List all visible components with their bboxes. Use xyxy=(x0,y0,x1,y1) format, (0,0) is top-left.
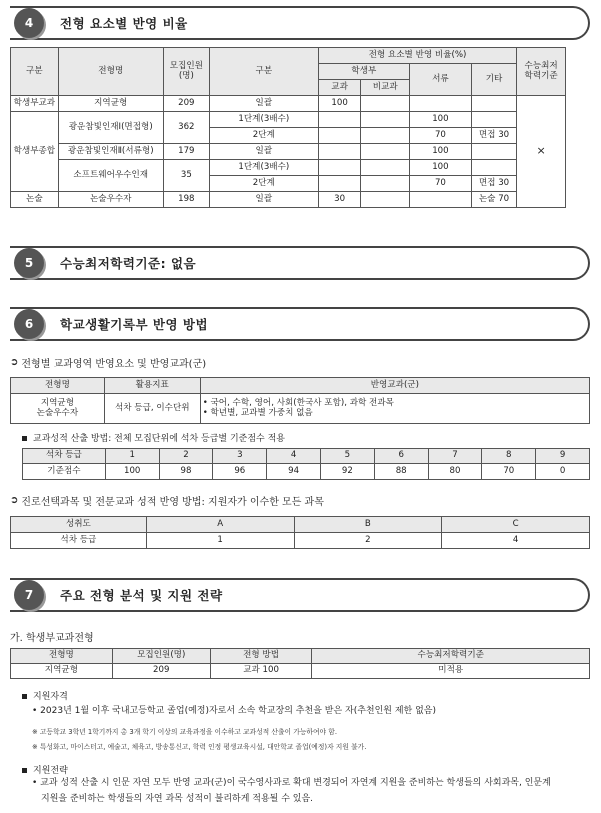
col-header: 학생부 xyxy=(318,64,409,80)
grade-cell: 4 xyxy=(267,449,321,464)
subject-table xyxy=(10,377,590,424)
stage-cell: 일괄 xyxy=(209,96,318,112)
grade-cell: 9 xyxy=(536,449,590,464)
grade-cell: 3 xyxy=(213,449,267,464)
grade-cell: 5 xyxy=(321,449,375,464)
count-cell: 198 xyxy=(163,192,209,208)
achievement-table xyxy=(10,516,590,549)
achievement-cell: A xyxy=(146,517,294,533)
subsection-heading xyxy=(10,355,206,370)
col-header: 구분 xyxy=(209,48,318,96)
name-cell: 논술우수자 xyxy=(58,192,163,208)
admission-summary-table xyxy=(10,648,590,679)
strategy-line: 지원을 준비하는 학생들의 자연 과목 성적이 불리하게 적용될 수 있음. xyxy=(41,793,314,804)
achievement-grade-cell: 1 xyxy=(146,533,294,549)
stage-cell: 일괄 xyxy=(209,144,318,160)
strategy-line: • 교과 성적 산출 시 인문 자연 모두 반영 교과(군)이 국수영사과로 확대 변경되어 자연계 지원을 준비하는 학생들의 사회과목, 인문계 xyxy=(32,778,551,788)
arrow-icon: ➲ xyxy=(10,357,19,368)
category-cell: 학생부교과 xyxy=(11,96,59,112)
col-header: 모집인원(명) xyxy=(112,649,210,664)
achievement-cell: B xyxy=(294,517,442,533)
etc-cell: 면접 30 xyxy=(471,128,516,144)
section-4-header xyxy=(10,6,590,40)
section-5-header xyxy=(10,246,590,280)
qualification-text: • 2023년 1월 이후 국내고등학교 졸업(예정)자로서 소속 학교장의 추천을 받은 자(추천인원 제한 없음) xyxy=(32,706,436,716)
col-header: 전형 요소별 반영 비율(%) xyxy=(318,48,517,64)
col-header: 비교과 xyxy=(361,80,410,96)
count-cell: 179 xyxy=(163,144,209,160)
col-header: 서류 xyxy=(410,64,472,96)
col-header: 전형명 xyxy=(58,48,163,96)
category-cell: 논술 xyxy=(11,192,59,208)
stage-cell: 일괄 xyxy=(209,192,318,208)
col-header: 교과 xyxy=(318,80,361,96)
col-header: 반영교과(군) xyxy=(200,378,589,394)
subject-line: • 국어, 수학, 영어, 사회(한국사 포함), 과학 전과목 xyxy=(202,397,394,408)
name-cell: 지역균형 xyxy=(58,96,163,112)
doc-cell: 70 xyxy=(410,176,472,192)
count-cell: 209 xyxy=(112,664,210,679)
arrow-icon: ➲ xyxy=(10,495,19,506)
name-cell: 지역균형 xyxy=(11,664,113,679)
achievement-cell: C xyxy=(442,517,590,533)
square-bullet-icon xyxy=(22,768,27,773)
section-number: 5 xyxy=(14,248,44,278)
col-header: 모집인원 (명) xyxy=(163,48,209,96)
score-cell: 80 xyxy=(428,464,482,480)
section-title: 주요 전형 분석 및 지원 전략 xyxy=(60,588,223,603)
bullet-text: 교과성적 산출 방법: 전체 모집단위에 석차 등급별 기준점수 적용 xyxy=(33,434,285,444)
bullet-item xyxy=(22,431,285,444)
section-6-header xyxy=(10,307,590,341)
note-text: ※ 특성화고, 마이스터고, 예술고, 체육고, 방송통신고, 학력 인정 평생교육시설, 대안학교 졸업(예정)자 지원 불가. xyxy=(32,743,367,751)
name-cell xyxy=(11,394,105,424)
col-header: 전형명 xyxy=(11,378,105,394)
name-line: 지역균형 xyxy=(40,397,75,408)
row-header: 기준점수 xyxy=(23,464,106,480)
stage-cell: 2단계 xyxy=(209,176,318,192)
section-title: 수능최저학력기준: 없음 xyxy=(60,256,197,271)
section-number: 6 xyxy=(14,309,44,339)
strategy-text xyxy=(32,776,592,808)
doc-cell: 100 xyxy=(410,112,472,128)
stage-cell: 1단계(3배수) xyxy=(209,112,318,128)
grade-cell: 7 xyxy=(428,449,482,464)
subsection-text: 가. 학생부교과전형 xyxy=(10,633,94,644)
subsection-heading xyxy=(10,629,94,644)
name-cell: 광운참빛인재Ⅰ(면접형) xyxy=(58,112,163,144)
grade-score-table xyxy=(22,448,590,480)
subject-cell xyxy=(200,394,589,424)
stage-cell: 2단계 xyxy=(209,128,318,144)
etc-cell: 면접 30 xyxy=(471,176,516,192)
bullet-title: 지원전략 xyxy=(33,766,68,776)
score-cell: 96 xyxy=(213,464,267,480)
score-cell: 70 xyxy=(482,464,536,480)
grade-cell: 1 xyxy=(105,449,159,464)
section-number: 7 xyxy=(14,580,44,610)
subject-line: • 학년별, 교과별 가중치 없음 xyxy=(202,407,313,418)
col-header: 전형명 xyxy=(11,649,113,664)
square-bullet-icon xyxy=(22,694,27,699)
score-cell: 92 xyxy=(321,464,375,480)
count-cell: 35 xyxy=(163,160,209,192)
name-cell: 소프트웨어우수인재 xyxy=(58,160,163,192)
bullet-item xyxy=(22,763,68,776)
score-cell: 94 xyxy=(267,464,321,480)
doc-cell: 100 xyxy=(410,144,472,160)
bullet-item xyxy=(22,689,68,702)
section-title: 전형 요소별 반영 비율 xyxy=(60,16,188,31)
score-cell: 100 xyxy=(105,464,159,480)
doc-cell: 100 xyxy=(410,160,472,176)
subsection-text: 진로선택과목 및 전문교과 성적 반영 방법: 지원자가 이수한 모든 과목 xyxy=(21,497,324,508)
note-text: ※ 고등학교 3학년 1학기까지 총 3개 학기 이상의 교육과정을 이수하고 교과성적 산출이 가능하여야 함. xyxy=(32,728,337,736)
doc-cell: 70 xyxy=(410,128,472,144)
col-header: 수능최저학력기준 xyxy=(312,649,590,664)
subj-cell: 30 xyxy=(318,192,361,208)
row-header: 성취도 xyxy=(11,517,147,533)
bullet-title: 지원자격 xyxy=(33,692,68,702)
name-line: 논술우수자 xyxy=(36,407,79,418)
section-title: 학교생활기록부 반영 방법 xyxy=(60,317,209,332)
min-standard-cell: × xyxy=(517,96,566,208)
grade-cell: 2 xyxy=(159,449,213,464)
achievement-grade-cell: 2 xyxy=(294,533,442,549)
col-header: 전형 방법 xyxy=(210,649,312,664)
selection-ratio-table xyxy=(10,47,566,208)
grade-cell: 8 xyxy=(482,449,536,464)
score-cell: 0 xyxy=(536,464,590,480)
index-cell: 석차 등급, 이수단위 xyxy=(104,394,200,424)
section-number: 4 xyxy=(14,8,44,38)
row-header: 석차 등급 xyxy=(23,449,106,464)
name-cell: 광운참빛인재Ⅱ(서류형) xyxy=(58,144,163,160)
method-cell: 교과 100 xyxy=(210,664,312,679)
count-cell: 362 xyxy=(163,112,209,144)
grade-cell: 6 xyxy=(374,449,428,464)
col-header: 활용지표 xyxy=(104,378,200,394)
section-7-header xyxy=(10,578,590,612)
category-cell: 학생부종합 xyxy=(11,112,59,192)
count-cell: 209 xyxy=(163,96,209,112)
subsection-heading xyxy=(10,493,324,508)
score-cell: 88 xyxy=(374,464,428,480)
achievement-grade-cell: 4 xyxy=(442,533,590,549)
etc-cell: 논술 70 xyxy=(471,192,516,208)
min-cell: 미적용 xyxy=(312,664,590,679)
col-header: 기타 xyxy=(471,64,516,96)
subj-cell: 100 xyxy=(318,96,361,112)
stage-cell: 1단계(3배수) xyxy=(209,160,318,176)
col-header: 구분 xyxy=(11,48,59,96)
square-bullet-icon xyxy=(22,436,27,441)
score-cell: 98 xyxy=(159,464,213,480)
col-header: 수능최저 학력기준 xyxy=(517,48,566,96)
row-header: 석차 등급 xyxy=(11,533,147,549)
subsection-text: 전형별 교과영역 반영요소 및 반영교과(군) xyxy=(21,359,207,370)
